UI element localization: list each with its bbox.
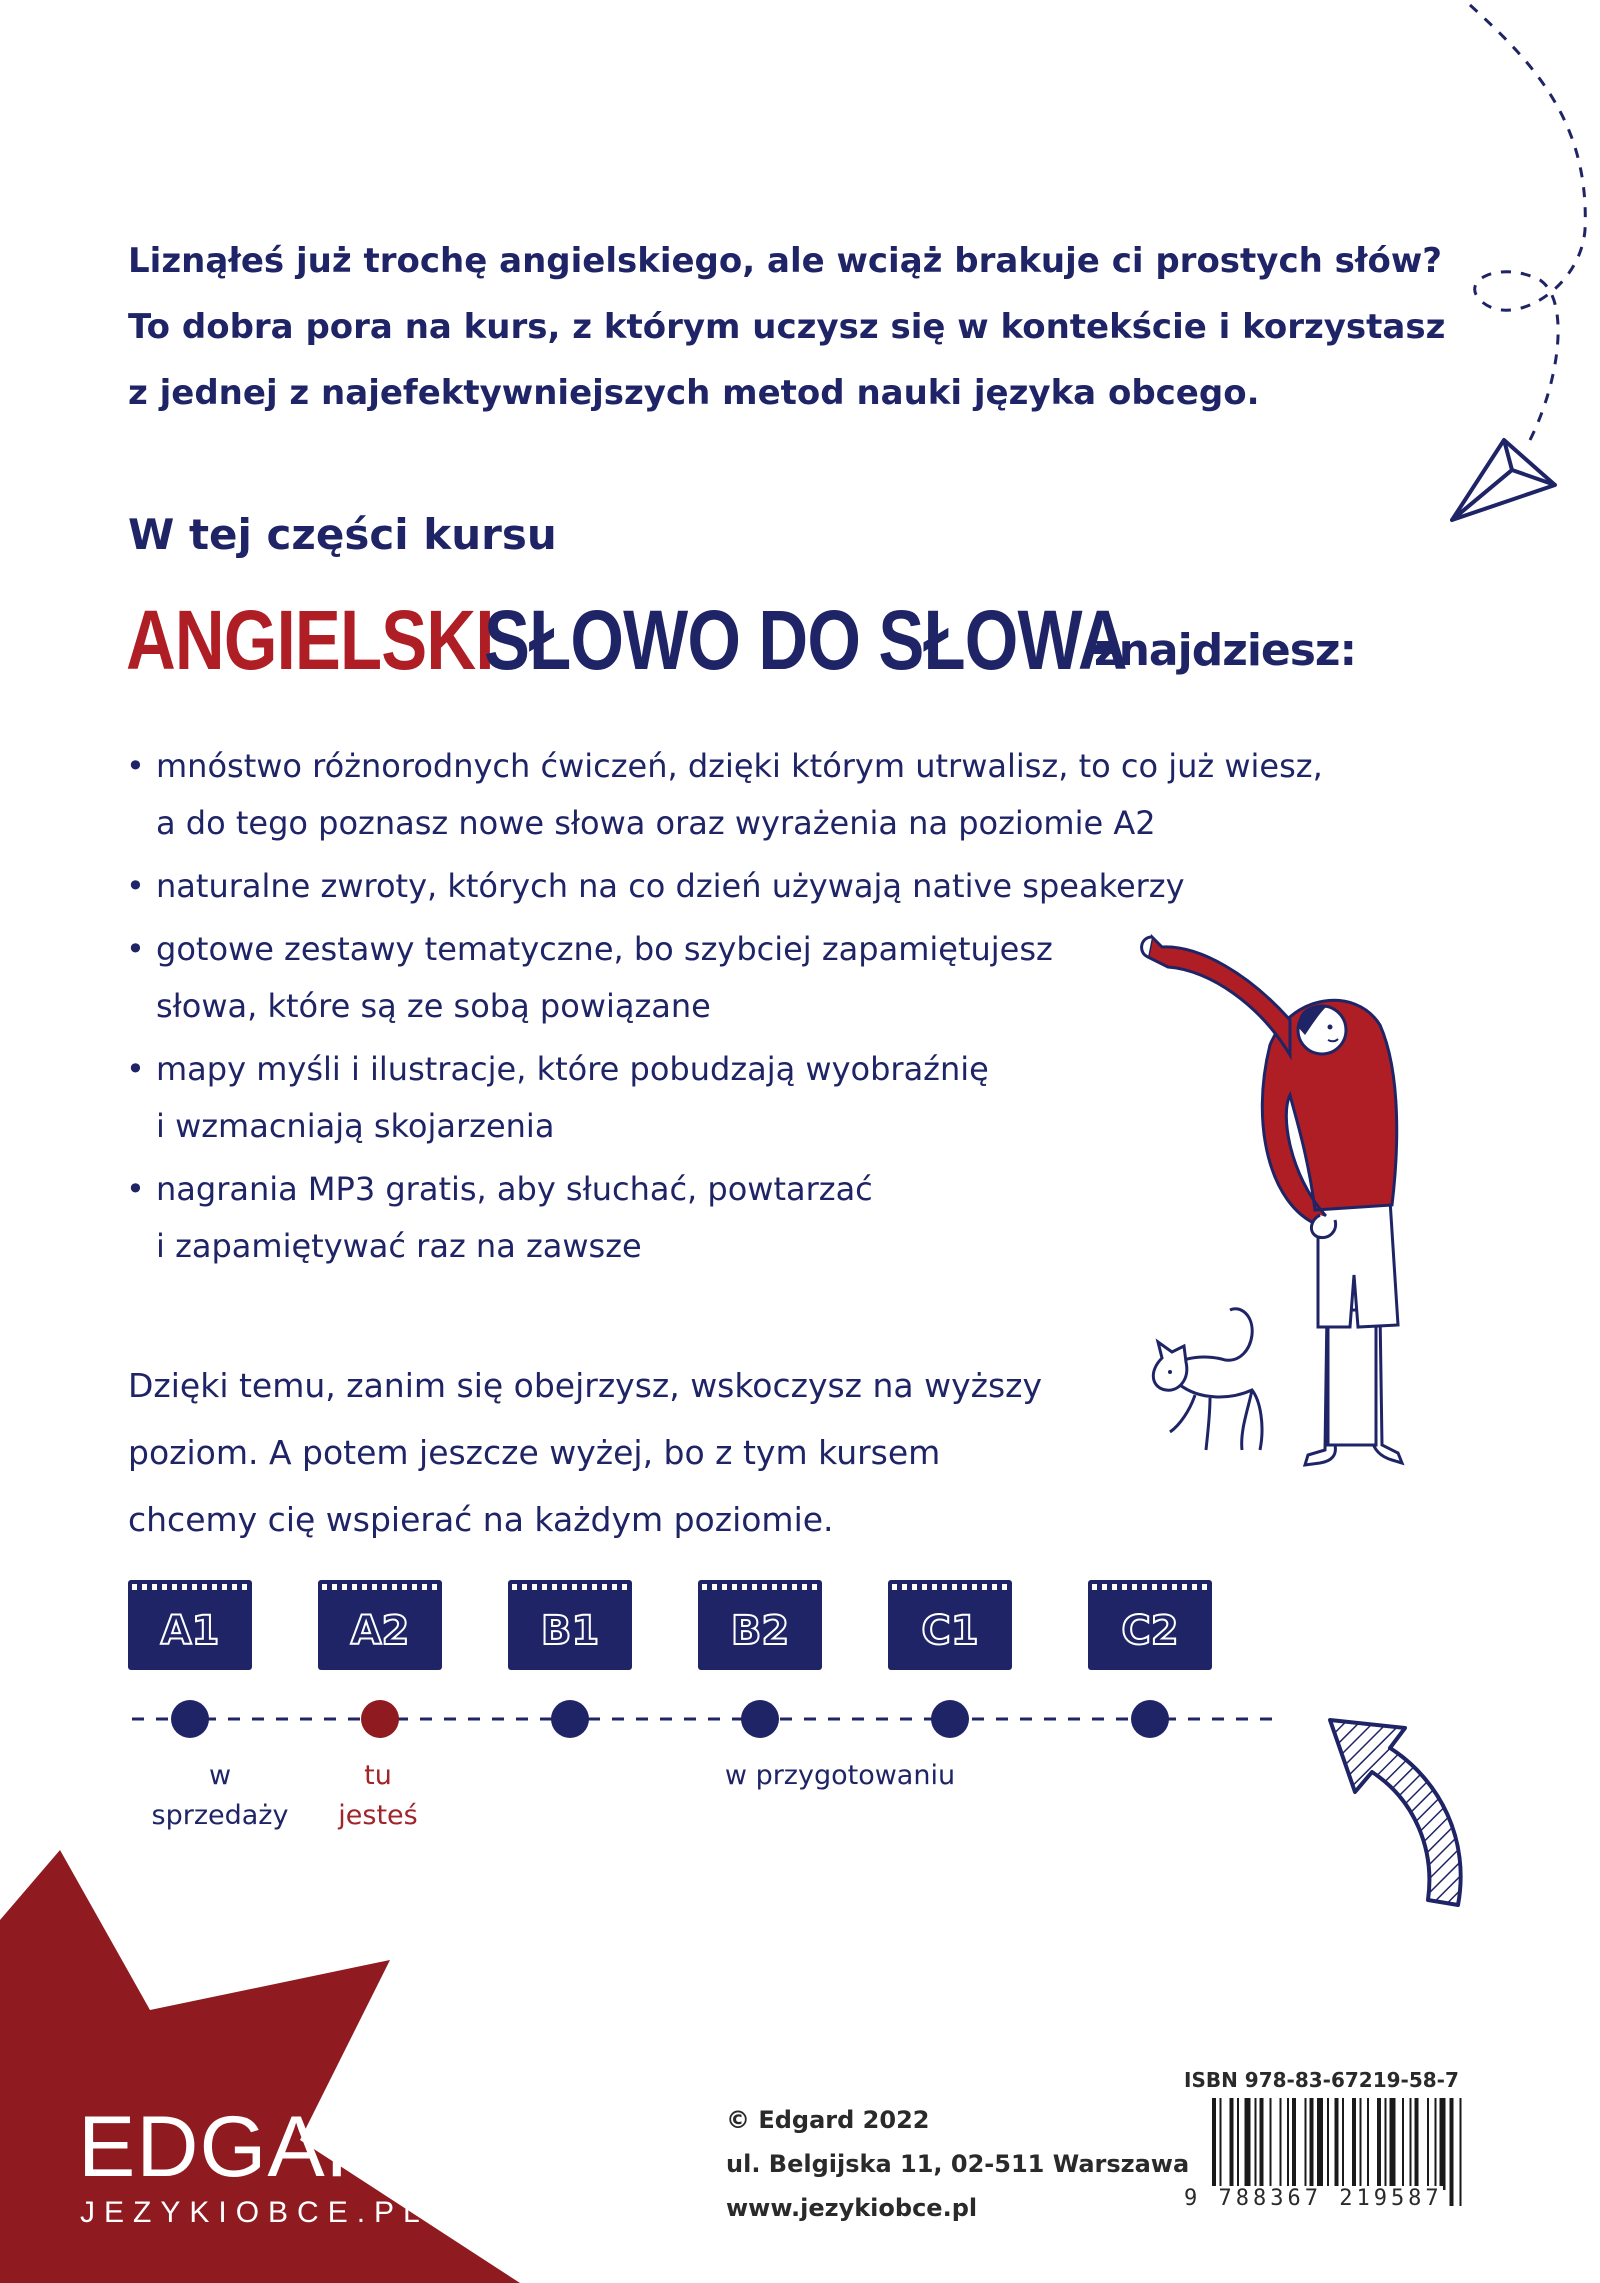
status-here-line: tu <box>364 1760 392 1791</box>
barcode-bar <box>1255 2098 1257 2190</box>
outro-line: poziom. A potem jeszcze wyżej, bo z tym kursem <box>128 1433 941 1472</box>
barcode-bar <box>1287 2098 1289 2190</box>
barcode-bar <box>1367 2098 1369 2190</box>
barcode-bar <box>1270 2098 1272 2190</box>
feature-line: • naturalne zwroty, których na co dzień używają native speakerzy <box>156 867 1185 905</box>
edgard-logo-url: JEZYKIOBCE.PL <box>80 2196 429 2229</box>
barcode-bar <box>1317 2098 1323 2190</box>
barcode-bar <box>1377 2098 1381 2190</box>
barcode-bar <box>1280 2098 1282 2190</box>
level-badge-label: C2 <box>1121 1608 1179 1654</box>
feature-line: • mapy myśli i ilustracje, które pobudzają wyobraźnię <box>156 1050 989 1088</box>
title-znajdziesz: znajdziesz: <box>1094 625 1357 676</box>
level-dot-c2 <box>1131 1700 1169 1738</box>
barcode-bar <box>1230 2098 1234 2190</box>
title-angielski: ANGIELSKI <box>126 593 494 687</box>
status-on-sale <box>150 1756 290 1836</box>
cat-illustration <box>1140 1300 1290 1470</box>
barcode-bar <box>1260 2098 1264 2190</box>
level-dot-a2 <box>361 1700 399 1738</box>
barcode-bar <box>1402 2098 1404 2190</box>
level-badge-label: C1 <box>921 1608 979 1654</box>
feature-item <box>126 921 1146 1035</box>
level-dot-a1 <box>171 1700 209 1738</box>
barcode-bar <box>1237 2098 1239 2190</box>
barcode-bar <box>1310 2098 1314 2190</box>
intro-line: Liznąłeś już trochę angielskiego, ale wciąż brakuje ci prostych słów? <box>128 241 1442 281</box>
feature-line: i zapamiętywać raz na zawsze <box>156 1227 642 1265</box>
feature-line: • nagrania MP3 gratis, aby słuchać, powtarzać <box>156 1170 873 1208</box>
feature-line: słowa, które są ze sobą powiązane <box>156 987 711 1025</box>
level-dot-b2 <box>741 1700 779 1738</box>
level-badge-a2 <box>318 1580 442 1670</box>
status-in-preparation: w przygotowaniu <box>724 1760 956 1791</box>
intro-paragraph <box>128 228 1446 426</box>
feature-list <box>126 738 1323 1281</box>
barcode-bar <box>1427 2098 1429 2190</box>
barcode-bar <box>1360 2098 1362 2190</box>
level-badge-label: B1 <box>540 1608 600 1654</box>
feature-item <box>126 858 1185 915</box>
isbn-label: ISBN 978-83-67219-58-7 <box>1184 2068 1459 2092</box>
feature-line: • mnóstwo różnorodnych ćwiczeń, dzięki którym utrwalisz, to co już wiesz, <box>156 747 1323 785</box>
feature-line: a do tego poznasz nowe słowa oraz wyrażenia na poziomie A2 <box>156 804 1156 842</box>
edgard-logo: EDGARD <box>78 2099 452 2195</box>
barcode-bar <box>1410 2098 1412 2190</box>
barcode-bar <box>1450 2098 1454 2206</box>
barcode-bar <box>1245 2098 1251 2190</box>
barcode-bar <box>1415 2098 1419 2190</box>
status-on-sale-line: sprzedaży <box>151 1800 289 1831</box>
curved-arrow-illustration <box>1310 1700 1490 1920</box>
feature-item <box>126 738 1323 852</box>
level-badge-b2 <box>698 1580 822 1670</box>
feature-line: i wzmacniają skojarzenia <box>156 1107 555 1145</box>
title-slowo-do-slowa: SŁOWO DO SŁOWA <box>484 593 1127 687</box>
feature-line: • gotowe zestawy tematyczne, bo szybciej zapamiętujesz <box>156 930 1053 968</box>
barcode-bar <box>1440 2098 1446 2190</box>
level-badge-c1 <box>888 1580 1012 1670</box>
barcode-bar <box>1305 2098 1307 2190</box>
outro-paragraph <box>128 1352 1042 1553</box>
intro-line: To dobra pora na kurs, z którym uczysz się w kontekście i korzystasz <box>128 307 1446 347</box>
copyright: © Edgard 2022 <box>726 2106 930 2134</box>
barcode-bar <box>1352 2098 1356 2190</box>
outro-line: Dzięki temu, zanim się obejrzysz, wskoczysz na wyższy <box>128 1366 1043 1405</box>
barcode-bar <box>1460 2098 1462 2206</box>
level-badge-b1 <box>508 1580 632 1670</box>
feature-item <box>126 1041 1146 1155</box>
ean-number: 9 788367 219587 <box>1184 2186 1443 2211</box>
status-here-line: jesteś <box>338 1800 418 1831</box>
level-badge-a1 <box>128 1580 252 1670</box>
barcode-bar <box>1385 2098 1387 2190</box>
outro-line: chcemy cię wspierać na każdym poziomie. <box>128 1500 834 1539</box>
level-badge-label: A1 <box>160 1608 220 1654</box>
level-badge-label: A2 <box>350 1608 410 1654</box>
barcode-bar <box>1390 2098 1396 2190</box>
level-badge-label: B2 <box>730 1608 790 1654</box>
level-dot-b1 <box>551 1700 589 1738</box>
level-dot-c1 <box>931 1700 969 1738</box>
subheading: W tej części kursu <box>128 510 557 559</box>
status-you-are-here <box>318 1756 438 1836</box>
publisher-info <box>726 2098 1189 2230</box>
barcode-bar <box>1435 2098 1437 2190</box>
paper-plane-illustration <box>1440 0 1600 540</box>
feature-item <box>126 1161 1146 1275</box>
website: www.jezykiobce.pl <box>726 2194 978 2222</box>
barcode-bar <box>1292 2098 1296 2190</box>
course-title <box>126 592 1356 689</box>
intro-line: z jednej z najefektywniejszych metod nauki języka obcego. <box>128 373 1260 413</box>
barcode-bar <box>1327 2098 1329 2190</box>
level-badge-c2 <box>1088 1580 1212 1670</box>
status-on-sale-line: w <box>208 1760 232 1791</box>
address: ul. Belgijska 11, 02-511 Warszawa <box>726 2150 1190 2178</box>
